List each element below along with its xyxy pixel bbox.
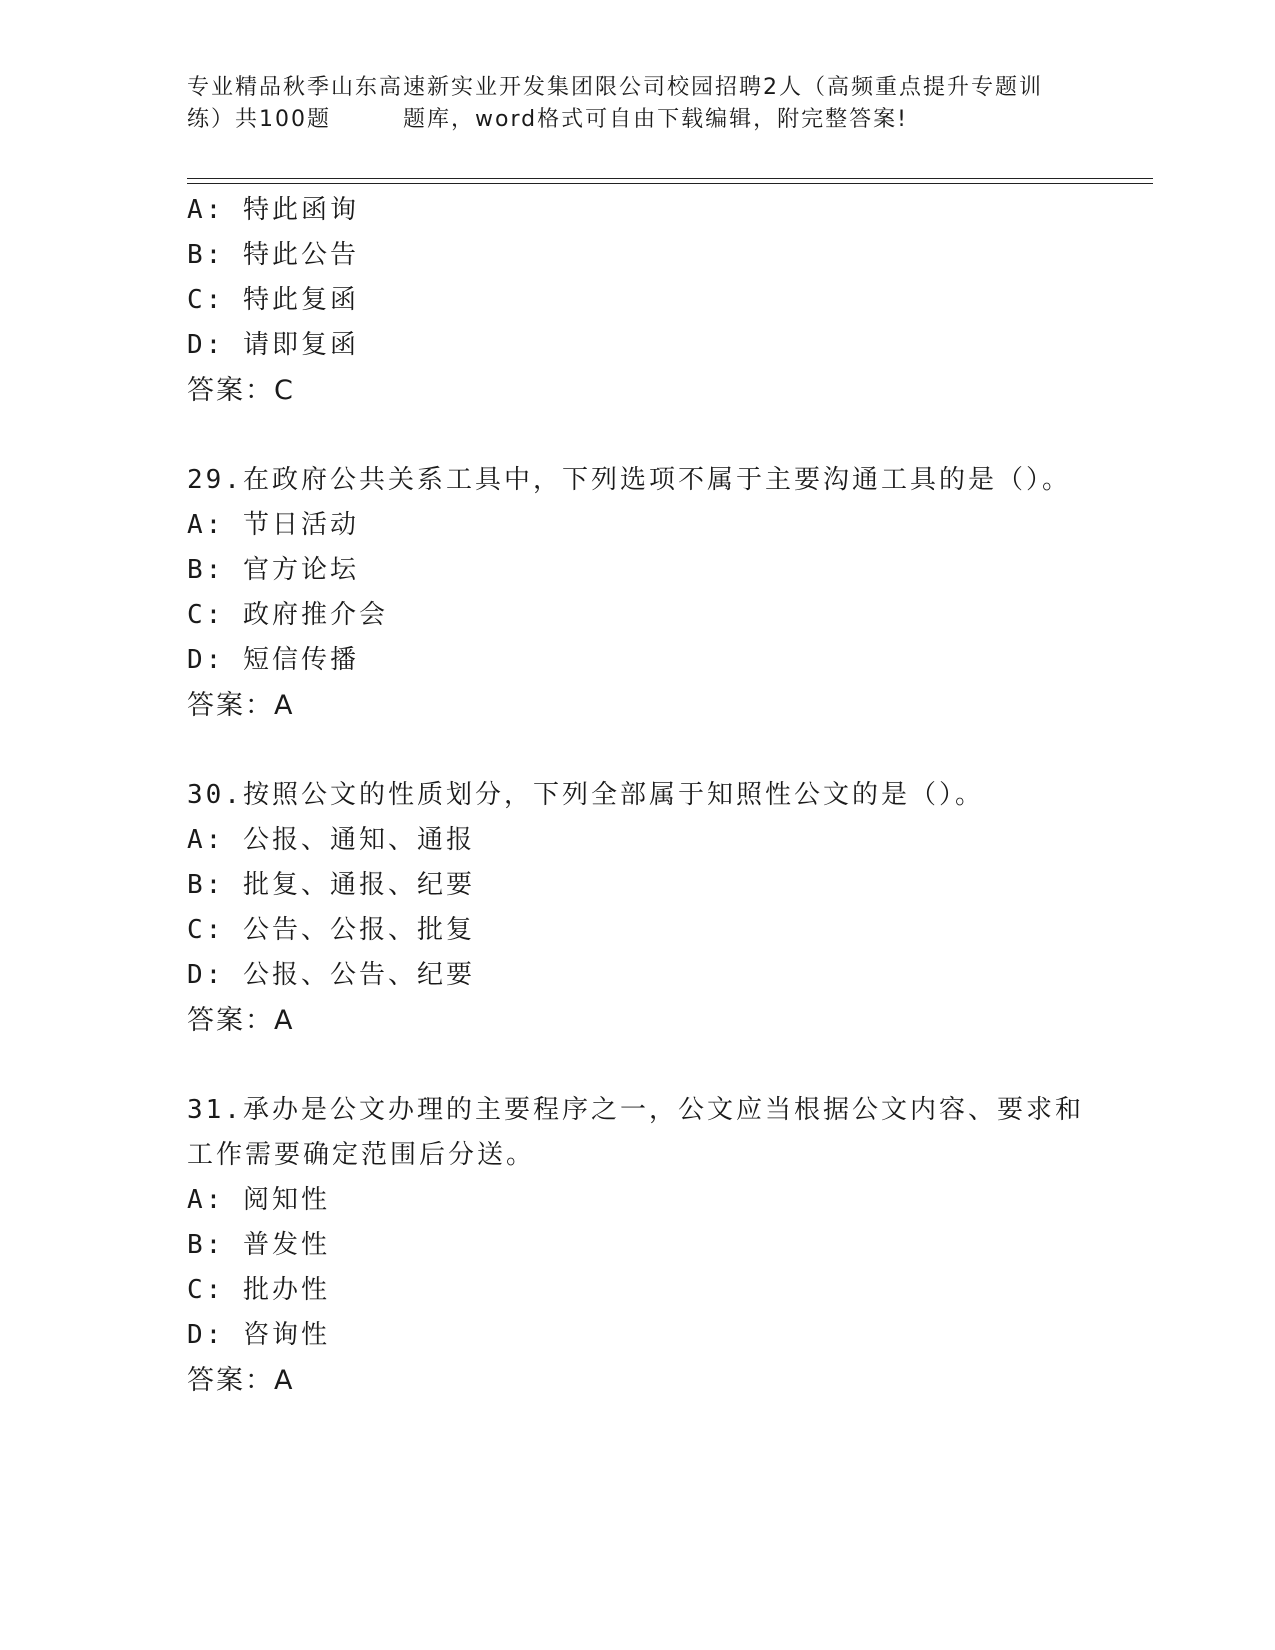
- option-a: A: 公报、通知、通报: [187, 825, 475, 855]
- header-title-line-2: 练）共100题 题库，word格式可自由下载编辑，附完整答案!: [187, 107, 908, 132]
- option-a: A: 特此函询: [187, 195, 359, 225]
- option-a: A: 阅知性: [187, 1185, 330, 1215]
- option-b: B: 特此公告: [187, 240, 359, 270]
- question-stem: 30.按照公文的性质划分，下列全部属于知照性公文的是（）。: [187, 780, 984, 810]
- answer-line: 答案：A: [187, 690, 295, 721]
- question-list: [187, 188, 1087, 1403]
- header-divider-bottom: [187, 183, 1153, 184]
- option-c: C: 批办性: [187, 1275, 330, 1305]
- question-30: [187, 773, 1087, 1043]
- option-d: D: 咨询性: [187, 1320, 330, 1350]
- answer-line: 答案：C: [187, 375, 295, 406]
- option-d: D: 请即复函: [187, 330, 359, 360]
- answer-line: 答案：A: [187, 1005, 295, 1036]
- header-title-line-1: 专业精品秋季山东高速新实业开发集团限公司校园招聘2人（高频重点提升专题训: [187, 75, 1043, 100]
- option-c: C: 政府推介会: [187, 600, 388, 630]
- question-stem: 29.在政府公共关系工具中，下列选项不属于主要沟通工具的是（）。: [187, 465, 1071, 495]
- document-header: [187, 72, 1087, 136]
- question-stem-line-2: 工作需要确定范围后分送。: [187, 1140, 536, 1170]
- question-29: [187, 458, 1087, 728]
- option-d: D: 短信传播: [187, 645, 359, 675]
- option-b: B: 批复、通报、纪要: [187, 870, 475, 900]
- question-31: [187, 1088, 1087, 1403]
- option-a: A: 节日活动: [187, 510, 359, 540]
- question-28: [187, 188, 1087, 413]
- option-b: B: 官方论坛: [187, 555, 359, 585]
- header-divider-top: [187, 178, 1153, 179]
- answer-line: 答案：A: [187, 1365, 295, 1396]
- option-b: B: 普发性: [187, 1230, 330, 1260]
- option-c: C: 特此复函: [187, 285, 359, 315]
- option-c: C: 公告、公报、批复: [187, 915, 475, 945]
- option-d: D: 公报、公告、纪要: [187, 960, 475, 990]
- question-stem-line-1: 31.承办是公文办理的主要程序之一，公文应当根据公文内容、要求和: [187, 1095, 1084, 1125]
